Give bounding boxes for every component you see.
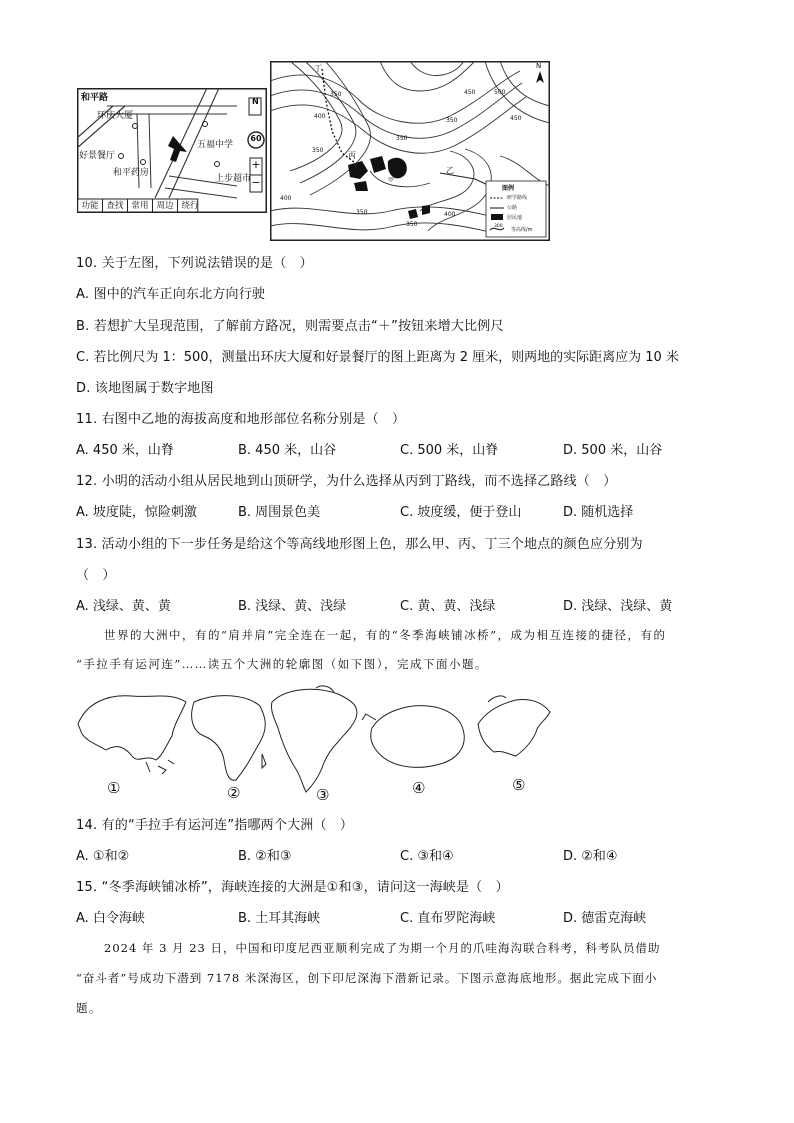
- intro2-line3: 题。: [76, 1001, 102, 1015]
- q13-option-a: A. 浅绿、黄、黄: [76, 599, 171, 614]
- contour-value: 350: [396, 135, 408, 142]
- map-toolbar: [78, 199, 202, 212]
- q12-option-a: A. 坡度陡，惊险刺激: [76, 505, 197, 520]
- q10-option-d: D. 该地图属于数字地图: [76, 381, 214, 396]
- continent-label-3: ③: [316, 786, 330, 804]
- navigation-map: [77, 88, 267, 213]
- q13-option-c: C. 黄、黄、浅绿: [400, 599, 496, 614]
- legend-item: 公路: [507, 205, 518, 211]
- q11-option-a: A. 450 米，山脊: [76, 443, 174, 458]
- label-shangbu: 上步超市: [215, 174, 252, 184]
- intro2-line2: “奋斗者”号成功下潜到 7178 米深海区，创下印尼深海下潜新记录。下图示意海底地形。据此完成下面小: [76, 971, 658, 985]
- toolbar-search[interactable]: 查找: [103, 199, 128, 212]
- speed-limit-icon: 60: [250, 134, 262, 143]
- intro1-line1: 世界的大洲中，有的“肩并肩”完全连在一起，有的“冬季海峡铺冰桥”，成为相互连接的捷径，有的: [104, 628, 667, 642]
- q12-option-b: B. 周围景色美: [238, 505, 321, 520]
- label-heping-pharmacy: 和平药房: [113, 168, 150, 178]
- legend-item: 等高线/m: [511, 227, 533, 233]
- label-peace-road: 和平路: [81, 93, 109, 103]
- label-wufu: 五福中学: [197, 140, 234, 150]
- q12-option-d: D. 随机选择: [563, 505, 634, 520]
- legend-contour-sample: 300: [494, 224, 503, 229]
- q15-stem: 15. “冬季海峡铺冰桥”，海峡连接的大洲是①和③，请问这一海峡是（ ）: [76, 880, 509, 895]
- north-icon: N: [252, 97, 259, 106]
- q11-stem: 11. 右图中乙地的海拔高度和地形部位名称分别是（ ）: [76, 412, 406, 427]
- north-icon: N: [536, 62, 542, 70]
- q11-option-b: B. 450 米，山谷: [238, 443, 337, 458]
- contour-value: 350: [330, 91, 342, 98]
- contour-value: 400: [444, 211, 456, 218]
- q14-option-c: C. ③和④: [400, 849, 454, 864]
- q15-option-d: D. 德雷克海峡: [563, 911, 647, 926]
- legend-item: 研学路线: [507, 195, 528, 201]
- q14-stem: 14. 有的“手拉手有运河连”指哪两个大洲（ ）: [76, 818, 354, 833]
- legend-title: 图例: [502, 185, 515, 192]
- intro2-line1: 2024 年 3 月 23 日，中国和印度尼西亚顺利完成了为期一个月的爪哇海沟联合科考，科考队员借助: [104, 941, 661, 955]
- contour-value: 450: [510, 115, 522, 122]
- q11-option-c: C. 500 米，山脊: [400, 443, 499, 458]
- label-bing: 丙: [348, 151, 356, 160]
- toolbar-common[interactable]: 常用: [128, 199, 153, 212]
- label-ding: 丁: [314, 64, 322, 73]
- q10-option-b: B. 若想扩大呈现范围，了解前方路况，则需要点击“＋”按钮来增大比例尺: [76, 319, 504, 334]
- q14-option-b: B. ②和③: [238, 849, 292, 864]
- continent-label-5: ⑤: [512, 776, 526, 794]
- q13-stem-blank: （ ）: [76, 568, 116, 583]
- continent-label-2: ②: [227, 784, 241, 802]
- toolbar-function[interactable]: 功能: [78, 199, 103, 212]
- continent-label-1: ①: [107, 779, 121, 797]
- contour-value: 400: [280, 195, 292, 202]
- contour-map: [270, 61, 550, 241]
- label-haojing: 好景餐厅: [79, 151, 116, 161]
- intro1-line2: “手拉手有运河连”……读五个大洲的轮廓图（如下图），完成下面小题。: [76, 657, 489, 671]
- toolbar-nearby[interactable]: 周边: [153, 199, 178, 212]
- zoom-in-button[interactable]: +: [251, 158, 261, 171]
- q14-option-d: D. ②和④: [563, 849, 618, 864]
- q14-option-a: A. ①和②: [76, 849, 130, 864]
- toolbar-detour[interactable]: 绕行: [181, 201, 199, 211]
- legend-item: 居民地: [507, 215, 523, 221]
- q15-option-c: C. 直布罗陀海峡: [400, 911, 496, 926]
- q10-stem: 10. 关于左图，下列说法错误的是（ ）: [76, 256, 313, 271]
- contour-value: 500: [494, 89, 506, 96]
- q15-option-a: A. 白令海峡: [76, 911, 145, 926]
- contour-value: 350: [446, 117, 458, 124]
- contour-value: 350: [356, 209, 368, 216]
- q15-option-b: B. 土耳其海峡: [238, 911, 321, 926]
- q10-option-a: A. 图中的汽车正向东北方向行驶: [76, 287, 266, 302]
- continent-label-4: ④: [412, 779, 426, 797]
- q13-option-d: D. 浅绿、浅绿、黄: [563, 599, 673, 614]
- contour-value: 350: [406, 221, 418, 228]
- q13-stem: 13. 活动小组的下一步任务是给这个等高线地形图上色，那么甲、丙、丁三个地点的颜色应分别为: [76, 537, 643, 552]
- label-huanqing: 环庆大厦: [97, 111, 134, 121]
- zoom-out-button[interactable]: −: [251, 176, 261, 189]
- contour-value: 400: [314, 113, 326, 120]
- contour-value: 350: [312, 147, 324, 154]
- q10-option-c: C. 若比例尺为 1：500，测量出环庆大厦和好景餐厅的图上距离为 2 厘米，则两地的实际距离应为 10 米: [76, 350, 679, 365]
- contour-value: 450: [464, 89, 476, 96]
- q12-stem: 12. 小明的活动小组从居民地到山顶研学，为什么选择从丙到丁路线，而不选择乙路线（ ）: [76, 474, 617, 489]
- q12-option-c: C. 坡度缓，便于登山: [400, 505, 522, 520]
- label-yi: 乙: [446, 166, 454, 175]
- q13-option-b: B. 浅绿、黄、浅绿: [238, 599, 347, 614]
- q11-option-d: D. 500 米，山谷: [563, 443, 663, 458]
- label-jia: 甲: [388, 177, 395, 184]
- continent-outlines: [76, 684, 556, 804]
